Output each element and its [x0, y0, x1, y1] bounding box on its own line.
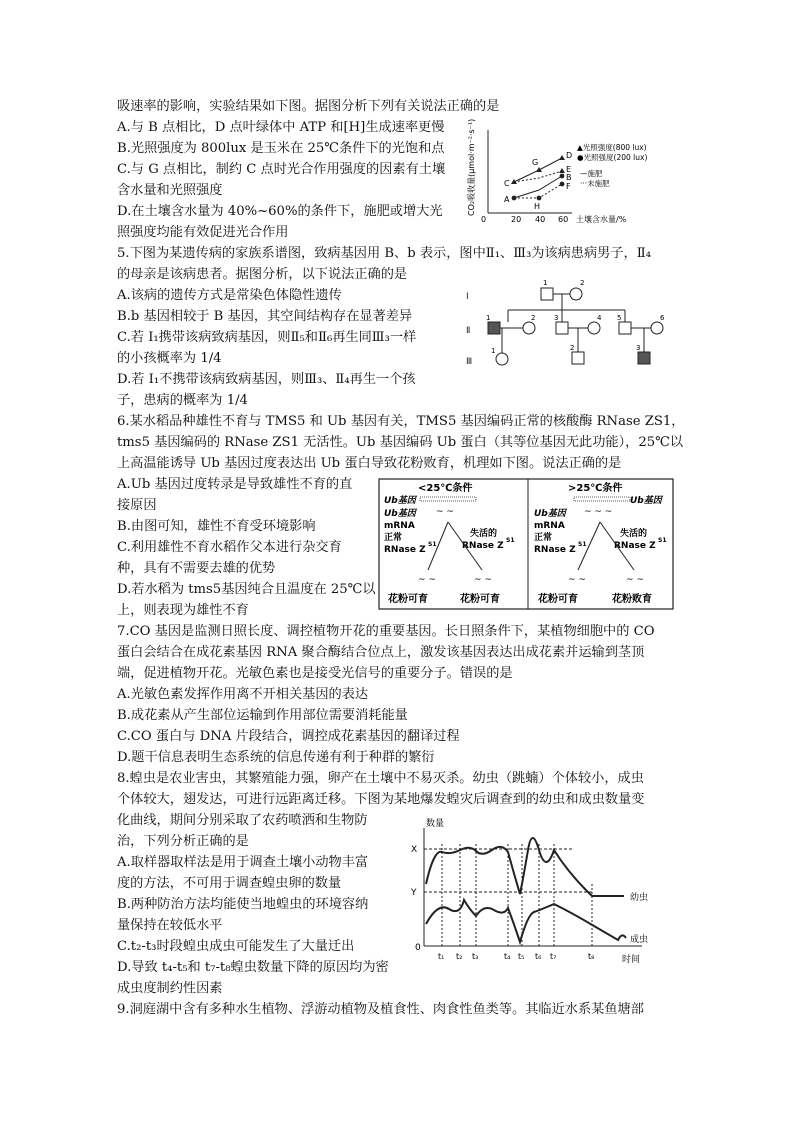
q5-option-d-line1: D.若 I₁不携带该病致病基因，则Ⅲ₃、Ⅱ₄再生一个孩	[117, 372, 416, 387]
legend-800lux: ▲光照强度(800 lux)	[577, 143, 647, 152]
tick-t4: t₄	[504, 952, 511, 961]
q8-option-a-line1: A.取样器取样法是用于调查土壤小动物丰富	[117, 855, 369, 870]
q7-stem-line2: 蛋白会结合在成花素基因 RNA 聚合酶结合位点上，激发该基因表达出成花素并运输到茎顶	[117, 645, 645, 660]
chart-ylabel: CO₂吸收量(μmol·m⁻²·s⁻¹)	[467, 118, 476, 216]
right-outcome-1: 花粉可育	[538, 594, 578, 605]
q6-option-a-line2: 接原因	[117, 498, 157, 513]
svg-text:~ ~: ~ ~	[568, 575, 586, 585]
point-a: A	[504, 195, 510, 204]
q7-option-c: C.CO 蛋白与 DNA 片段结合，调控成花素基因的翻译过程	[117, 729, 460, 744]
q8-option-b-line2: 量保持在较低水平	[117, 918, 223, 933]
point-b: B	[566, 173, 572, 182]
chart-x-label: 时间	[622, 955, 641, 965]
legend-unfertilized: ···未施肥	[580, 179, 610, 188]
q6-option-c-line1: C.利用雄性不育水稻作父本进行杂交育	[117, 540, 342, 555]
left-ub-mrna-1: Ub基因	[384, 509, 416, 519]
x-tick-60: 60	[558, 215, 569, 224]
left-ub-mrna-2: mRNA	[384, 521, 415, 531]
left-outcome-2: 花粉可育	[460, 594, 500, 605]
co2-absorption-chart	[462, 118, 672, 228]
left-inactive: 失活的	[470, 529, 498, 539]
point-h: H	[534, 202, 541, 211]
left-condition: <25℃条件	[418, 483, 473, 494]
left-inactive-sup: S1	[506, 537, 515, 544]
right-outcome-2: 花粉败育	[612, 594, 652, 605]
q7-option-b: B.成花素从产生部位运输到作用部位需要消耗能量	[117, 708, 408, 723]
chart-origin: 0	[415, 943, 421, 953]
q8-stem-line1: 8.蝗虫是农业害虫，其繁殖能力强，卵产在土壤中不易灭杀。幼虫（跳蝻）个体较小，成虫	[117, 771, 644, 786]
gen-3-label: Ⅲ	[466, 357, 473, 367]
q8-option-c: C.t₂-t₃时段蝗虫成虫可能发生了大量迁出	[117, 939, 355, 954]
larva-label: 幼虫	[630, 893, 649, 903]
q6-stem-line3: 上高温能诱导 Ub 基因过度表达出 Ub 蛋白导致花粉败育，机理如下图。说法正确的是	[117, 456, 622, 471]
q4-option-a: A.与 B 点相比，D 点叶绿体中 ATP 和[H]生成速率更慢	[117, 120, 445, 135]
chart-xlabel: 土壤含水量/%	[576, 215, 627, 224]
q4-option-b: B.光照强度为 800lux 是玉米在 25℃条件下的光饱和点	[117, 141, 445, 156]
gen-2-label: Ⅱ	[466, 326, 471, 336]
tick-t6: t₆	[535, 952, 542, 961]
right-inactive: 失活的	[620, 529, 648, 539]
right-ub-mrna-2: mRNA	[534, 521, 565, 531]
q6-option-d-line1: D.若水稻为 tms5基因纯合且温度在 25℃以	[117, 582, 376, 597]
tick-t3: t₃	[472, 952, 479, 961]
left-inactive-rnase: RNase Z	[462, 541, 504, 551]
q7-stem-line1: 7.CO 基因是监测日照长度、调控植物开花的重要基因。长日照条件下，某植物细胞中的 CO	[117, 624, 655, 639]
q6-stem-line1: 6.某水稻品种雄性不育与 TMS5 和 Ub 基因有关，TMS5 基因编码正常的核酸酶 RNase ZS1，	[117, 414, 685, 429]
q7-option-d: D.题干信息表明生态系统的信息传递有利于种群的繁衍	[117, 750, 435, 765]
right-rnase-sup: S1	[578, 541, 587, 548]
q4-option-d-line1: D.在土壤含水量为 40%~60%的条件下，施肥或增大光	[117, 204, 443, 219]
gen2-num-3: 3	[554, 314, 559, 322]
q8-option-d-line2: 成虫度制约性因素	[117, 981, 223, 996]
q6-option-d-line2: 上，则表现为雄性不育	[117, 603, 249, 618]
q7-stem-line3: 端，促进植物开花。光敏色素也是接受光信号的重要分子。错误的是	[117, 666, 513, 681]
tick-t1: t₁	[438, 952, 445, 961]
q5-option-c-line2: 的小孩概率为 1/4	[117, 351, 222, 366]
gen3-num-2: 2	[570, 344, 575, 352]
svg-text:~ ~: ~ ~	[436, 507, 454, 517]
right-ub-mrna-1: Ub基因	[534, 509, 566, 519]
legend-200lux: ●光照强度(200 lux)	[577, 153, 648, 162]
svg-text:~ ~: ~ ~	[474, 575, 492, 585]
svg-text:~ ~: ~ ~	[626, 575, 644, 585]
q5-option-b: B.b 基因相较于 B 基因，其空间结构存在显著差异	[117, 309, 413, 324]
adult-label: 成虫	[630, 935, 649, 945]
q8-stem-line4: 治，下列分析正确的是	[117, 834, 249, 849]
locust-population-chart	[404, 814, 676, 966]
left-outcome-1: 花粉可育	[388, 594, 428, 605]
level-x: X	[411, 845, 418, 855]
level-y: Y	[411, 888, 417, 898]
gen3-num-3: 3	[636, 344, 641, 352]
q5-option-d-line2: 子，患病的概率为 1/4	[117, 393, 248, 408]
x-tick-40: 40	[535, 215, 546, 224]
point-d: D	[566, 151, 573, 160]
q8-option-a-line2: 度的方法，不可用于调查蝗虫卵的数量	[117, 876, 342, 891]
q4-option-c-line2: 含水量和光照强度	[117, 183, 223, 198]
point-e: E	[566, 165, 572, 174]
gen2-num-4: 4	[597, 314, 602, 322]
q6-option-b: B.由图可知，雄性不育受环境影响	[117, 519, 316, 534]
right-inactive-sup: S1	[658, 537, 667, 544]
chart-y-label: 数量	[426, 819, 445, 829]
q6-option-c-line2: 种，具有不需要去雄的优势	[117, 561, 276, 576]
gen-1-label: Ⅰ	[466, 292, 469, 302]
ub-mechanism-diagram	[378, 478, 674, 610]
gen3-num-1: 1	[491, 347, 496, 355]
gen2-num-1: 1	[486, 314, 491, 322]
tick-t2: t₂	[456, 952, 463, 961]
q4-option-c-line1: C.与 G 点相比，制约 C 点时光合作用强度的因素有土壤	[117, 162, 446, 177]
svg-text:~ ~: ~ ~	[418, 575, 436, 585]
tick-t8: t₈	[588, 952, 595, 961]
point-g: G	[532, 158, 539, 167]
q4-intro: 吸速率的影响，实验结果如下图。据图分析下列有关说法正确的是	[117, 99, 500, 114]
adult-curve	[426, 900, 626, 942]
gen2-num-2: 2	[531, 314, 536, 322]
q8-stem-line3: 化曲线，期间分别采取了农药喷洒和生物防	[117, 813, 368, 828]
gen2-num-6: 6	[660, 314, 665, 322]
left-normal: 正常	[384, 533, 403, 543]
q7-option-a: A.光敏色素发挥作用离不开相关基因的表达	[117, 687, 369, 702]
right-rnase: RNase Z	[534, 545, 576, 555]
q9-stem-line1: 9.洞庭湖中含有多种水生植物、浮游动植物及植食性、肉食性鱼类等。其临近水系某鱼塘部	[117, 1002, 644, 1017]
chart-origin: 0	[481, 215, 487, 224]
q8-option-b-line1: B.两种防治方法均能使当地蝗虫的环境容纳	[117, 897, 369, 912]
larva-curve	[426, 838, 624, 896]
right-condition: >25℃条件	[568, 483, 623, 494]
q5-option-a: A.该病的遗传方式是常染色体隐性遗传	[117, 288, 342, 303]
q5-stem-line2: 的母亲是该病患者。据图分析，以下说法正确的是	[117, 267, 408, 282]
left-rnase: RNase Z	[384, 545, 426, 555]
gen2-num-5: 5	[617, 314, 622, 322]
q5-option-c-line1: C.若 I₁携带该病致病基因，则Ⅱ₅和Ⅱ₆再生同Ⅲ₃一样	[117, 330, 417, 345]
legend-fertilized: —施肥	[580, 169, 603, 178]
q8-option-d-line1: D.导致 t₄-t₅和 t₇-t₈蝗虫数量下降的原因均为密	[117, 960, 389, 975]
point-c: C	[504, 179, 510, 188]
q6-option-a-line1: A.Ub 基因过度转录是导致雄性不育的直	[117, 477, 353, 492]
x-tick-20: 20	[511, 215, 522, 224]
right-normal: 正常	[534, 533, 553, 543]
q6-stem-line2: tms5 基因编码的 RNase ZS1 无活性。Ub 基因编码 Ub 蛋白（其等位基因无此功能），25℃以	[117, 435, 684, 450]
left-ub-gene: Ub基因	[384, 496, 416, 506]
point-f: F	[566, 182, 571, 191]
q4-option-d-line2: 照强度均能有效促进光合作用	[117, 225, 289, 240]
gen1-num-2: 2	[580, 280, 585, 287]
left-rnase-sup: S1	[428, 541, 437, 548]
right-inactive-rnase: RNase Z	[614, 541, 656, 551]
pedigree-chart	[458, 280, 673, 375]
q8-stem-line2: 个体较大，翅发达，可进行远距离迁移。下图为某地爆发蝗灾后调查到的幼虫和成虫数量变	[117, 792, 645, 807]
svg-text:~ ~ ~: ~ ~ ~	[584, 507, 613, 517]
q5-stem-line1: 5.下图为某遗传病的家族系谱图，致病基因用 B、b 表示，图中Ⅱ₁、Ⅲ₃为该病患病男子，Ⅱ₄	[117, 246, 651, 261]
right-ub-gene: Ub基因	[630, 496, 662, 506]
tick-t5: t₅	[518, 952, 525, 961]
tick-t7: t₇	[550, 952, 557, 961]
gen1-num-1: 1	[543, 280, 548, 287]
